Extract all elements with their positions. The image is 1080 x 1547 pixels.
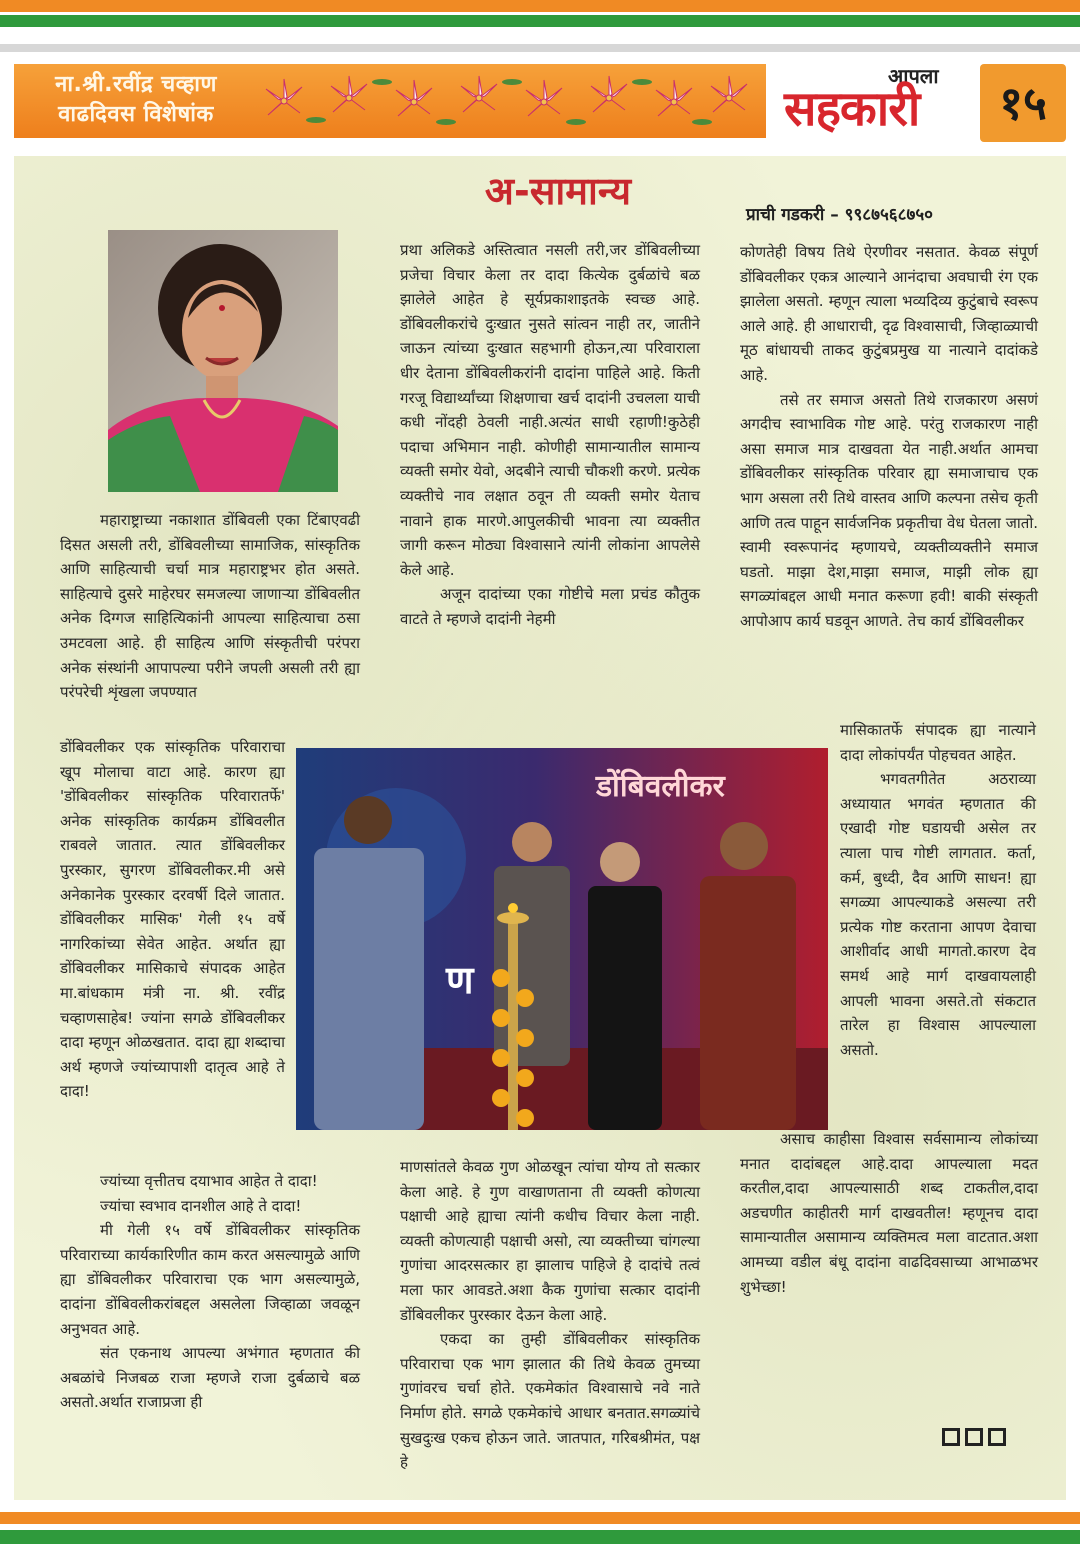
article-end-mark (942, 1428, 1032, 1448)
page-header (14, 64, 1066, 142)
paragraph: कोणतेही विषय तिथे ऐरणीवर नसतात. केवळ संपूर्ण डोंबिवलीकर एकत्र आल्याने आनंदाचा अवघाची रंग एक झालेला असतो. म्हणून त्याला भव्यदिव्य कुटुंबाचे स्वरूप आले आहे. ही आधाराची, दृढ विश्वासाची, जिव्हाळ्याची मूठ बांधायची ताकद कुटुंबप्रमुख या नात्याने दादांकडे आहे. (740, 243, 1038, 384)
article-title: अ-सामान्य (484, 169, 632, 213)
header-line-1: ना.श्री.रवींद्र चव्हाण (55, 72, 217, 97)
paragraph: मी गेली १५ वर्षे डोंबिवलीकर सांस्कृतिक परिवाराच्या कार्यकारिणीत काम करत असल्यामुळे आणि ह्या डोंबिवलीकर परिवाराचा एक भाग असल्यामुळे, दादांना डोंबिवलीकरांबद्दल असलेला जिव्हाळा जवळून अनुभवत आहे. (60, 1221, 360, 1338)
paragraph: डोंबिवलीकर एक सांस्कृतिक परिवाराचा खूप मोलाचा वाटा आहे. कारण ह्या 'डोंबिवलीकर सांस्कृतिक परिवारातर्फे' अनेक सांस्कृतिक कार्यक्रम डोंबिवलीत राबवले जातात. त्यात डोंबिवलीकर पुरस्कार, सुगरण डोंबिवलीकर.मी असे अनेकानेक पुरस्कार दरवर्षी दिले जातात. डोंबिवलीकर मासिक' गेली १५ वर्षे नागरिकांच्या सेवेत आहेत. अर्थात ह्या डोंबिवलीकर मासिकाचे संपादक आहेत मा.बांधकाम मंत्री ना. श्री. रवींद्र चव्हाणसाहेब! ज्यांना सगळे डोंबिवलीकर दादा म्हणून ओळखतात. दादा ह्या शब्दाचा अर्थ म्हणजे ज्यांच्यापाशी दातृत्व आहे ते दादा! (60, 738, 285, 1101)
lily-flowers-decoration (254, 68, 754, 134)
paragraph: मासिकातर्फे संपादक ह्या नात्याने दादा लोकांपर्यंत पोहचवत आहेत. (840, 721, 1036, 764)
special-issue-label (26, 70, 246, 130)
header-orange-strip (14, 64, 766, 138)
column-2-top (400, 238, 700, 632)
header-line-2: वाढदिवस विशेषांक (58, 102, 214, 127)
end-square-icon (988, 1428, 1006, 1446)
bottom-saffron-stripe (0, 1512, 1080, 1524)
paragraph: ज्यांच्या वृत्तीतच दयाभाव आहेत ते दादा! (100, 1172, 318, 1190)
top-saffron-stripe (0, 0, 1080, 12)
author-byline: प्राची गडकरी – ९९८७५६८७५० (746, 205, 934, 225)
column-1-top (60, 508, 360, 705)
banner-side-letter: ण (446, 958, 474, 1002)
bottom-tricolor-band (0, 1512, 1080, 1547)
paragraph: ज्यांचा स्वभाव दानशील आहे ते दादा! (100, 1196, 302, 1215)
end-square-icon (965, 1428, 983, 1446)
paragraph: तसे तर समाज असतो तिथे राजकारण असणं अगदीच स्वाभाविक गोष्ट आहे. परंतु राजकारण नाही असा समाज मात्र दाखवता येत नाही.अर्थात आमचा डोंबिवलीकर सांस्कृतिक परिवार ह्या समाजाचाच एक भाग असला तरी तिथे वास्तव आणि कल्पना तसेच कृती आणि तत्व पाहून सार्वजनिक प्रकृतीचा वेध घेतला जातो. स्वामी स्वरूपानंद म्हणायचे, व्यक्तीव्यक्तीने समाज घडतो. माझा देश,माझा समाज, माझी लोक ह्या सगळ्यांबद्दल आधी मनात करूणा हवी! बाकी संस्कृती आपोआप कार्य घडवून आणते. तेच कार्य डोंबिवलीकर (740, 390, 1039, 630)
magazine-logo (784, 64, 984, 142)
logo-big-word: सहकारी (784, 81, 920, 137)
top-green-stripe (0, 15, 1080, 27)
banner-text: डोंबिवलीकर (596, 769, 725, 804)
column-2-bottom (400, 1155, 700, 1475)
paragraph: असाच काहीसा विश्वास सर्वसामान्य लोकांच्या मनात दादांबद्दल आहे.दादा आपल्याला मदत करतील,दादा आपल्यासाठी शब्द टाकतील,दादा अडचणीत काहीतरी मार्ग दाखवतील! म्हणूनच दादा सामान्यातील असामान्य व्यक्तिमत्व मला वाटतात.अशा आमच्या वडील बंधू दादांना वाढदिवसाच्या आभाळभर शुभेच्छा! (740, 1130, 1038, 1296)
column-3-top (740, 240, 1038, 634)
bottom-green-stripe (0, 1530, 1080, 1544)
top-tricolor-band (0, 0, 1080, 30)
column-1-bottom (60, 1169, 360, 1415)
paragraph: भगवतगीतेत अठराव्या अध्यायात भगवंत म्हणतात की एखादी गोष्ट घडायची असेल तर त्याला पाच गोष्टी लागतात. कर्ता, कर्म, बुध्दी, दैव आणि साधन! ह्या सगळ्या आपल्याकडे असल्या तरी प्रत्येक गोष्ट करताना आपण देवाचा आशीर्वाद आधी मागतो.कारण देव समर्थ आहे मार्ग दाखवायलाही आपली भावना असते.तो संकटात तारेल हा विश्वास आपल्याला असतो. (840, 770, 1036, 1059)
paragraph: प्रथा अलिकडे अस्तित्वात नसली तरी,जर डोंबिवलीच्या प्रजेचा विचार केला तर दादा कित्येक दुर्बळांचे बळ झालेले आहेत हे सूर्यप्रकाशाइतके स्वच्छ आहे. डोंबिवलीकरांचे दुःखात नुसते सांत्वन नाही तर, जातीने जाऊन त्यांच्या दुःखात सहभागी होऊन,त्या परिवाराला धीर देताना डोंबिवलीकरांनी दादांना पाहिले आहे. किती गरजू विद्यार्थ्यांच्या शिक्षणाचा खर्च दादांनी उचलला याची कधी नोंदही ठेवली नाही.अत्यंत साधी रहाणी!कुठेही पदाचा अभिमान नाही. कोणीही सामान्यातील सामान्य व्यक्ती समोर येवो, अदबीने त्याची चौकशी करणे. प्रत्येक व्यक्तीचे नाव लक्षात ठवून ती व्यक्ती समोर येताच नावाने हाक मारणे.आपुलकीची भावना त्या व्यक्तीत जागी करून मोठ्या विश्वासाने त्यांनी लोकांना आपलेसे केले आहे. (400, 241, 700, 579)
paragraph: अजून दादांच्या एका गोष्टीचे मला प्रचंड कौतुक वाटते ते म्हणजे दादांनी नेहमी (400, 585, 700, 628)
logo-small-word: आपला (888, 64, 939, 88)
paragraph: संत एकनाथ आपल्या अभंगात म्हणतात की अबळांचे निजबळ राजा म्हणजे राजा दुर्बळाचे बळ असतो.अर्थात राजाप्रजा ही (60, 1344, 360, 1412)
lamp-lighting-event-photo (296, 748, 828, 1130)
gray-rule (0, 44, 1080, 52)
column-3-narrow (840, 718, 1036, 1062)
page-number: १५ (980, 64, 1066, 142)
paragraph: महाराष्ट्राच्या नकाशात डोंबिवली एका टिंबाएवढी दिसत असली तरी, डोंबिवलीच्या सामाजिक, सांस्कृतिक आणि साहित्याची चर्चा मात्र महाराष्ट्रभर होत असते. साहित्याचे दुसरे माहेरघर समजल्या जाणाऱ्या डोंबिवलीत अनेक दिग्गज साहित्यिकांनी आपल्या साहित्याचा ठसा उमटवला आहे. ही साहित्य आणि संस्कृतीची परंपरा अनेक संस्थांनी आपापल्या परीने जपली असली तरी ह्या परंपरेची शृंखला जपण्यात (60, 511, 360, 702)
paragraph: एकदा का तुम्ही डोंबिवलीकर सांस्कृतिक परिवाराचा एक भाग झालात की तिथे केवळ तुमच्या गुणांवरच चर्चा होते. एकमेकांत विश्वासाचे नवे नाते निर्माण होते. सगळे एकमेकांचे आधार बनतात.सगळ्यांचे सुखदुःख एकच होऊन जाते. जातपात, गरिबश्रीमंत, पक्ष हे (400, 1330, 700, 1472)
column-1-narrow (60, 735, 285, 1104)
paragraph: माणसांतले केवळ गुण ओळखून त्यांचा योग्य तो सत्कार केला आहे. हे गुण वाखाणताना ती व्यक्ती कोणत्या पक्षाची आहे ह्याचा त्यांनी कधीच विचार केला नाही. व्यक्ती कोणत्याही पक्षाची असो, त्या व्यक्तीच्या चांगल्या गुणांचा आदरसत्कार हा झालाच पाहिजे हे दादांचे तत्वं मला फार आवडते.अशा कैक गुणांचा सत्कार दादांनी डोंबिवलीकर पुरस्कार देऊन केला आहे. (400, 1158, 700, 1324)
end-square-icon (942, 1428, 960, 1446)
author-portrait (108, 230, 338, 492)
column-3-bottom (740, 1127, 1038, 1299)
